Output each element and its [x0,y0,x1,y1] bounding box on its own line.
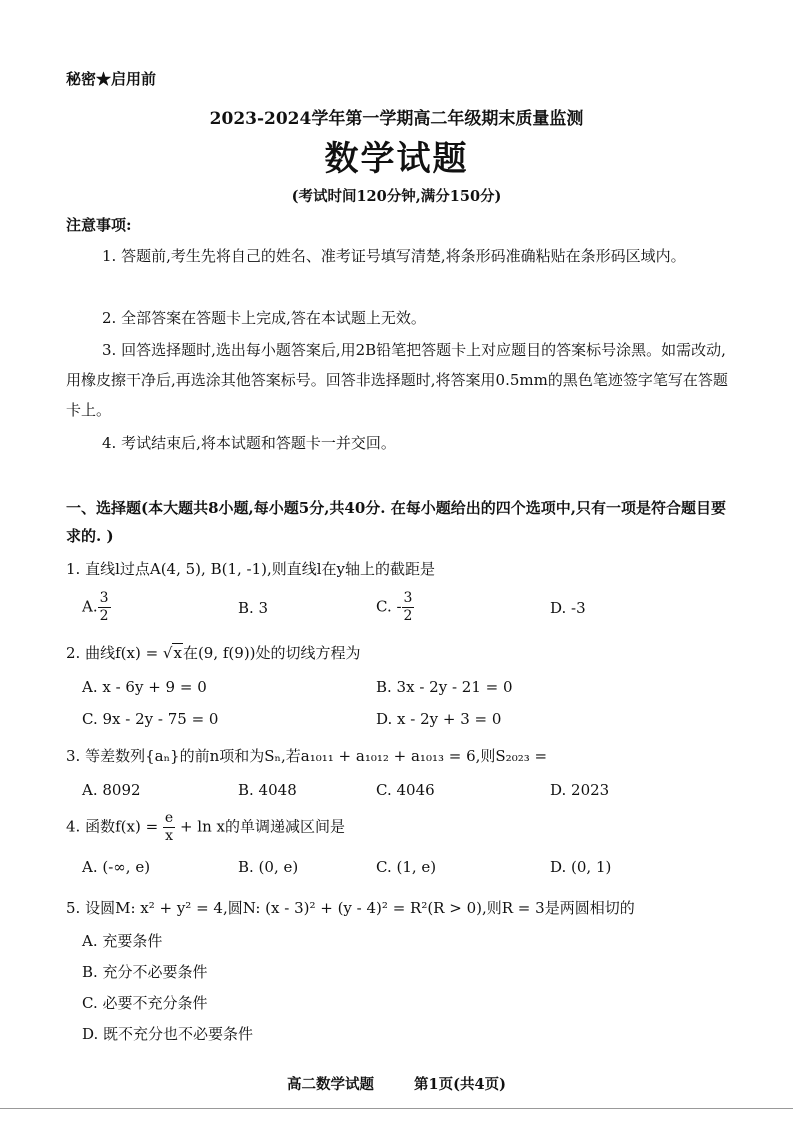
question-3-option-c: C. 4046 [376,781,435,799]
question-4-option-a: A. (-∞, e) [82,858,151,876]
exam-info: (考试时间120分钟,满分150分) [291,188,502,205]
question-5-option-c: C. 必要不充分条件 [82,994,208,1012]
question-3-stem: 3. 等差数列{aₙ}的前n项和为Sₙ,若a₁₀₁₁ + a₁₀₁₂ + a₁₀₁₃ = 6,则S₂₀₂₃ = [66,747,548,765]
section-heading: 一、选择题(本大题共8小题,每小题5分,共40分. 在每小题给出的四个选项中,只有一项是符合题目要求的. ) [66,499,726,545]
fraction-numerator: 3 [99,590,109,606]
question-5-stem: 5. 设圆M: x² + y² = 4,圆N: (x - 3)² + (y - 4)² = R²(R > 0),则R = 3是两圆相切的 [66,899,635,917]
option-a-label: A. [82,597,98,616]
question-2-stem [66,642,361,663]
question-2-option-a: A. x - 6y + 9 = 0 [82,678,207,696]
question-1-stem: 1. 直线l过点A(4, 5), B(1, -1),则直线l在y轴上的截距是 [66,560,436,578]
option-c-label: C. - [376,597,402,616]
sqrt-radicand: x [173,644,182,662]
page-footer [0,1073,793,1094]
fraction [98,590,111,625]
notice-item-1: 1. 答题前,考生先将自己的姓名、准考证号填写清楚,将条形码准确粘贴在条形码区域内。 [102,247,686,265]
question-5-option-b: B. 充分不必要条件 [82,963,208,981]
question-4-stem [66,810,345,845]
stem-prefix: 4. 函数f(x) = [66,817,163,836]
fraction-numerator: 3 [403,590,413,606]
question-3-option-d: D. 2023 [550,781,610,799]
footer-page-number: 第1页(共4页) [414,1076,506,1093]
question-5-option-d: D. 既不充分也不必要条件 [82,1025,254,1043]
notice-item-3: 3. 回答选择题时,选出每小题答案后,用2B铅笔把答题卡上对应题目的答案标号涂黑。如需改动,用橡皮擦干净后,再选涂其他答案标号。回答非选择题时,将答案用0.5mm的黑色笔迹签字笔写在答题卡上。 [66,341,728,419]
notice-item-2: 2. 全部答案在答题卡上完成,答在本试题上无效。 [102,309,426,327]
stem-suffix: + ln x的单调递减区间是 [175,817,345,836]
fraction-numerator: e [164,810,174,826]
question-1-option-d: D. -3 [550,599,586,617]
stem-prefix: 2. 曲线f(x) = [66,644,163,662]
question-2-option-c: C. 9x - 2y - 75 = 0 [82,710,219,728]
fraction [163,810,175,845]
question-4-option-c: C. (1, e) [376,858,437,876]
notice-heading: 注意事项: [66,216,132,234]
question-2-option-b: B. 3x - 2y - 21 = 0 [376,678,513,696]
fraction [402,590,415,625]
fraction-denominator: 2 [99,608,109,624]
question-1-option-b: B. 3 [238,599,269,617]
question-5-option-a: A. 充要条件 [82,932,163,950]
question-2-option-d: D. x - 2y + 3 = 0 [376,710,502,728]
question-1-option-c [376,590,414,625]
confidential-label: 秘密★启用前 [66,70,157,88]
footer-subject: 高二数学试题 [287,1076,375,1093]
question-3-option-b: B. 4048 [238,781,297,799]
notice-item-4: 4. 考试结束后,将本试题和答题卡一并交回。 [102,434,396,452]
bottom-rule [0,1108,793,1109]
fraction-denominator: x [165,828,173,844]
question-3-option-a: A. 8092 [82,781,141,799]
question-1-option-a [82,590,111,625]
exam-title: 2023-2024学年第一学期高二年级期末质量监测 [209,109,584,129]
question-4-option-b: B. (0, e) [238,858,299,876]
sqrt-sign: √ [162,644,173,662]
question-4-option-d: D. (0, 1) [550,858,612,876]
subject-title: 数学试题 [324,139,469,179]
stem-suffix: 在(9, f(9))处的切线方程为 [182,644,361,662]
fraction-denominator: 2 [403,608,413,624]
